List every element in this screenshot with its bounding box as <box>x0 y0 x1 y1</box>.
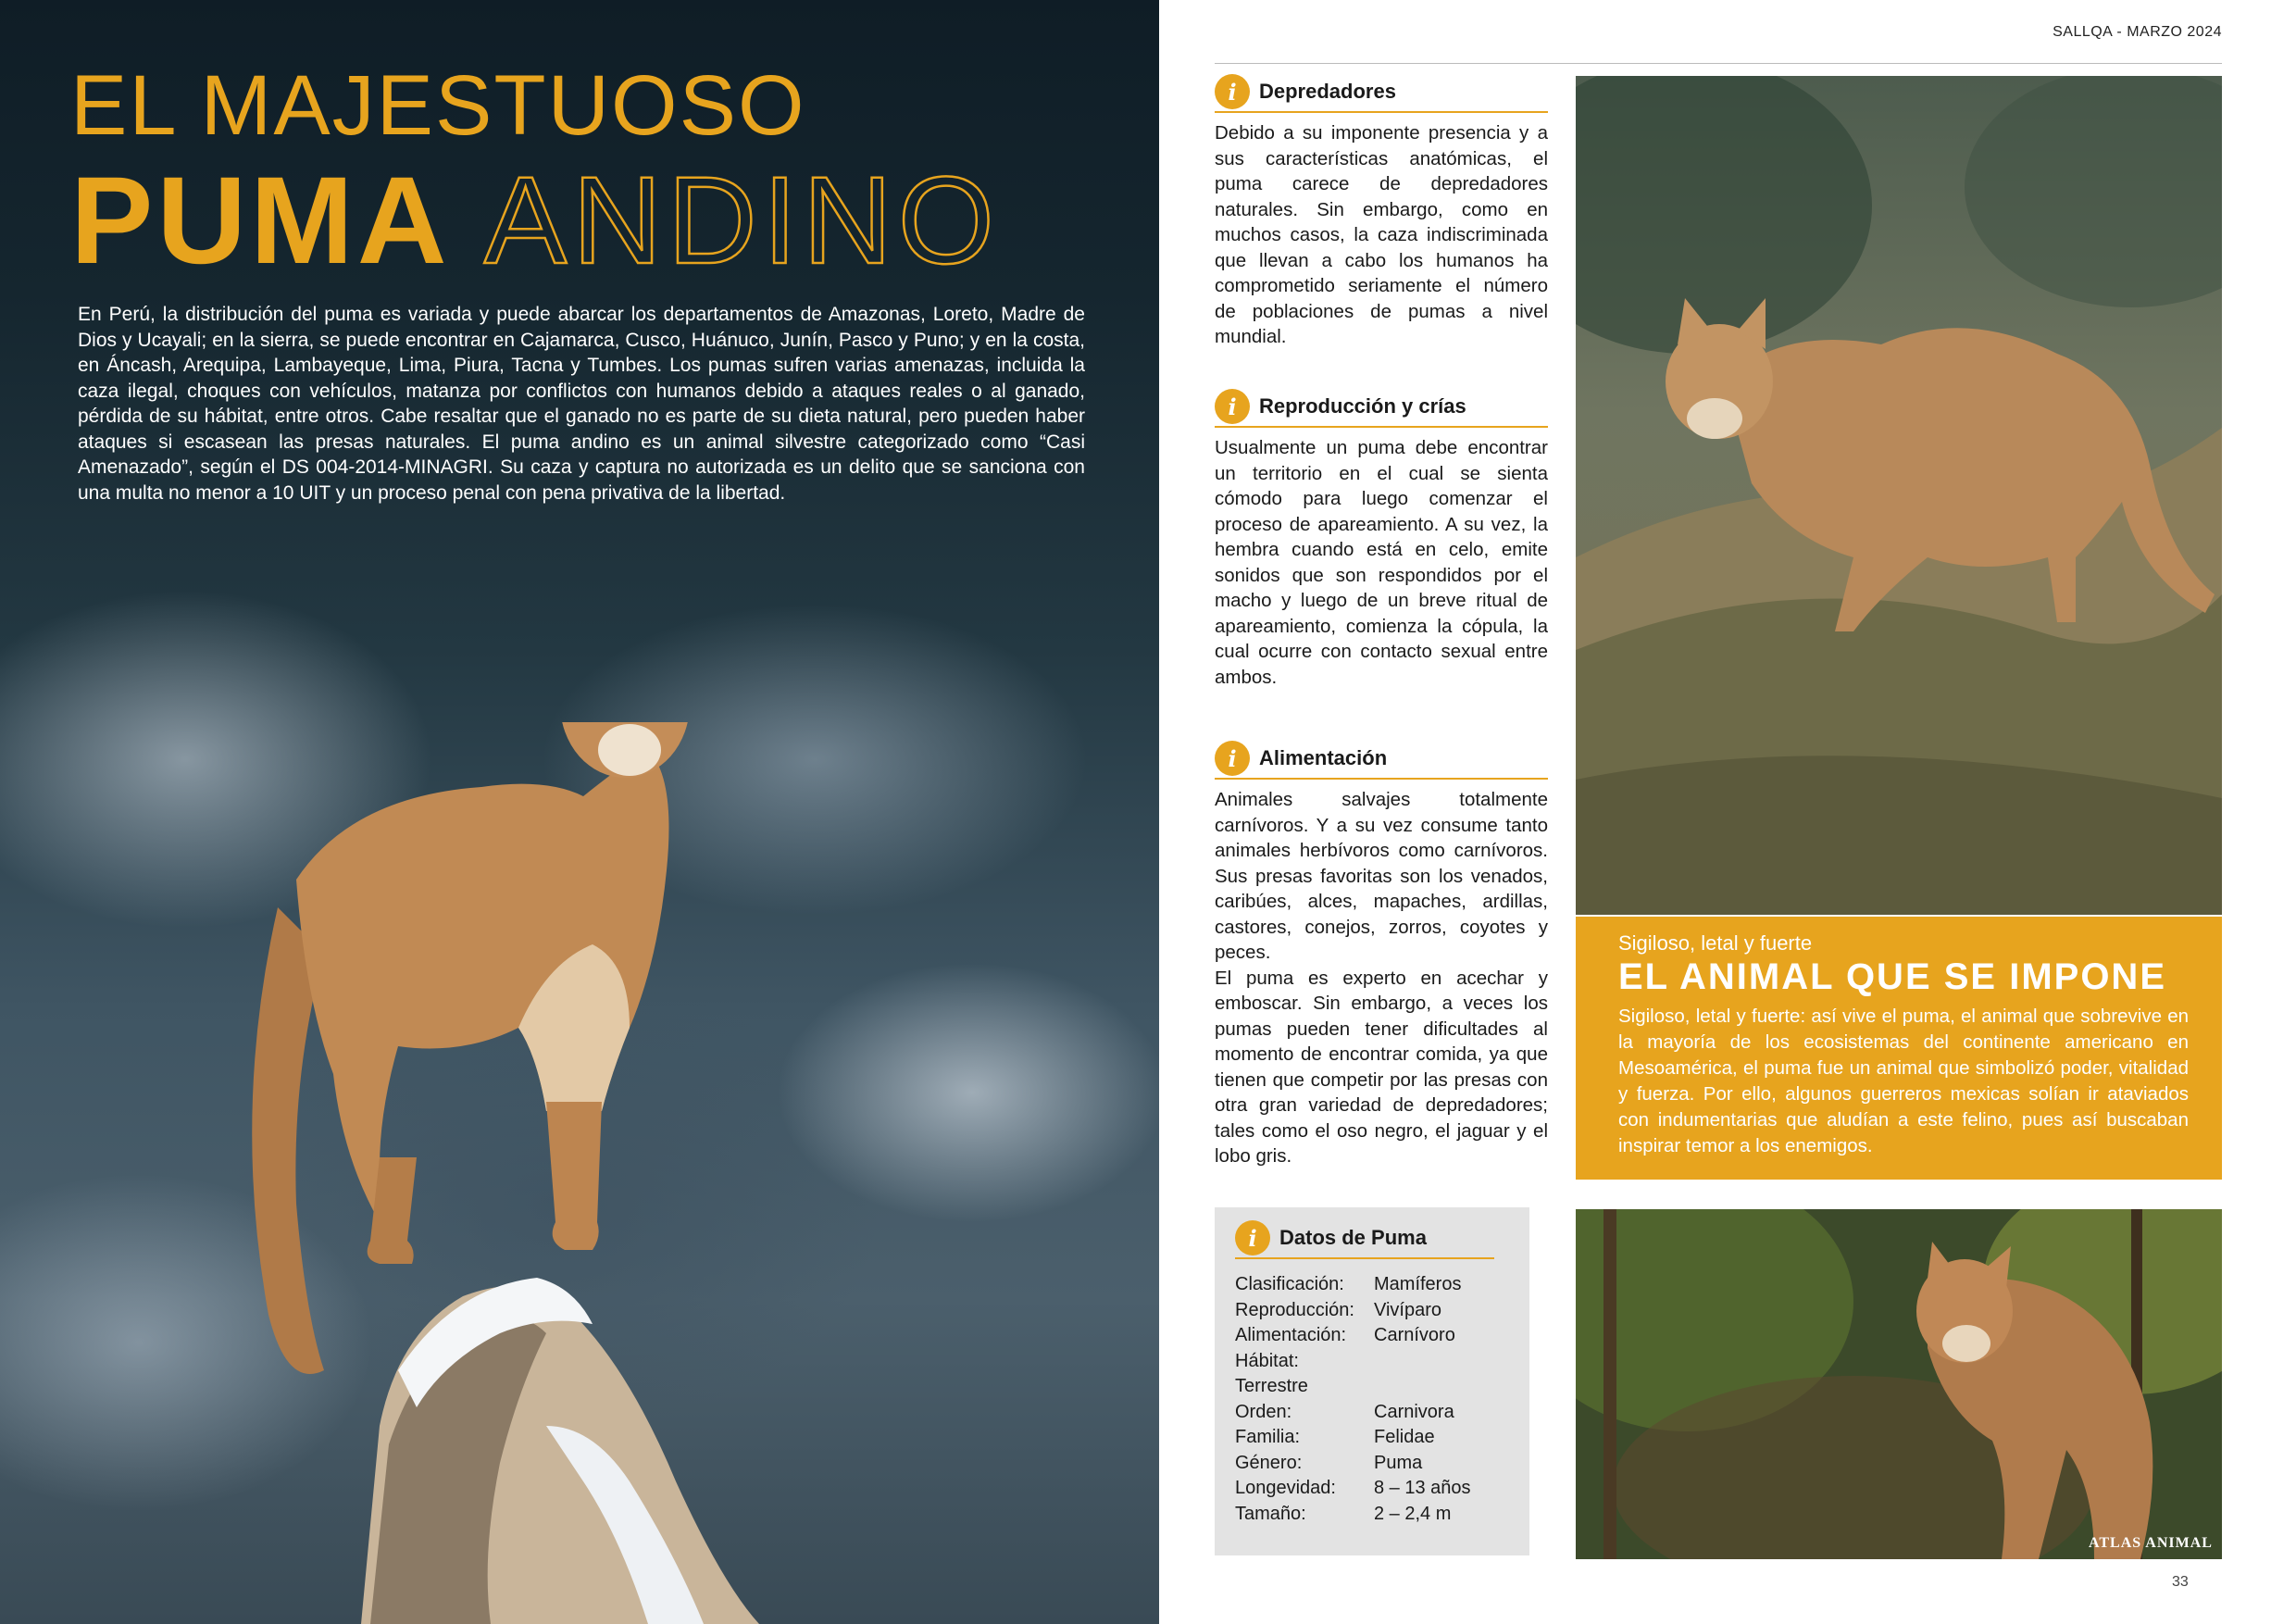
datos-row: Terrestre <box>1235 1376 1308 1396</box>
datos-de-puma-box <box>1215 1207 1529 1555</box>
section-title: Depredadores <box>1259 80 1396 103</box>
datos-row: Tamaño: 2 – 2,4 m <box>1235 1503 1452 1524</box>
section-title: Alimentación <box>1259 746 1388 769</box>
section-header <box>1235 1222 1494 1259</box>
datos-row: Género: Puma <box>1235 1452 1423 1473</box>
puma-forest-photo <box>1576 1209 2222 1559</box>
issue-header: SALLQA - MARZO 2024 <box>2053 24 2222 40</box>
section-reproduccion <box>1215 391 1548 690</box>
info-icon: i <box>1235 1220 1270 1255</box>
title-word-puma: PUMA <box>70 152 446 290</box>
datos-row: Clasificación: Mamíferos <box>1235 1274 1462 1294</box>
impone-box <box>1576 917 2222 1180</box>
section-body: Debido a su imponente presencia y a sus características anatómicas, el puma carece de depredadores naturales. Sin embargo, como en muchos casos, la caza indiscriminada que llevan a cabo los humanos ha comprometido seriamente el número de poblaciones de pumas a nivel mundial. <box>1215 122 1548 347</box>
impone-kicker: Sigiloso, letal y fuerte <box>1618 931 1813 955</box>
datos-row: Reproducción: Vivíparo <box>1235 1299 1442 1320</box>
intro-paragraph: En Perú, la distribución del puma es variada y puede abarcar los departamentos de Amazonas, Loreto, Madre de Dios y Ucayali; en la sierra, se puede encontrar en Cajamarca, Cusco, Huánuco, Junín, Pasco y Puno; y en la costa, en Áncash, Arequipa, Lambayeque, Lima, Piura, Tacna y Tumbes. Los pumas sufren varias amenazas, incluida la caza ilegal, choques con vehículos, matanza por conflictos con humanos debido a ataques reales o al ganado, pérdida de su hábitat, entre otros. Cabe resaltar que el ganado no es parte de su dieta natural, pero pueden haber ataques si escasean las presas naturales. El puma andino es un animal silvestre categorizado como “Casi Amenazado”, según el DS 004-2014-MINAGRI. Su caza y captura no autorizada es un delito que se sanciona con una multa no menor a 10 UIT y un proceso penal con pena privativa de la libertad. <box>78 304 1085 504</box>
info-icon: i <box>1215 74 1250 109</box>
section-header <box>1215 743 1548 780</box>
section-header <box>1215 76 1548 113</box>
puma-on-rock-illustration <box>241 722 1074 1624</box>
title-line-2 <box>70 152 1000 290</box>
section-header <box>1215 391 1548 428</box>
section-body-2: El puma es experto en acechar y emboscar. Sin embargo, a veces los pumas pueden tener dificultades al momento de encontrar comida, ya que tienen que competir por las presas con otra gran variedad de depredadores; tales como el oso negro, el jaguar y el lobo gris. <box>1215 967 1548 1167</box>
datos-row: Alimentación: Carnívoro <box>1235 1325 1455 1345</box>
title-line-1: EL MAJESTUOSO <box>70 58 806 153</box>
datos-row: Familia: Felidae <box>1235 1427 1435 1447</box>
datos-row: Longevidad: 8 – 13 años <box>1235 1478 1471 1498</box>
impone-body: Sigiloso, letal y fuerte: así vive el puma, el animal que sobrevive en la mayoría de los ecosistemas del continente americano en Mesoamérica, el puma fue un animal que simbolizó poder, vitalidad y fuerza. Por ello, algunos guerreros mexicas solían ir ataviados con indumentarias que aludían a este felino, pues así buscaban inspirar temor a los enemigos. <box>1618 1006 2189 1156</box>
section-title: Datos de Puma <box>1279 1226 1427 1249</box>
puma-hillside-photo <box>1576 76 2222 915</box>
datos-row: Orden: Carnivora <box>1235 1401 1454 1422</box>
section-depredadores <box>1215 76 1548 350</box>
page-number: 33 <box>2172 1574 2189 1590</box>
info-icon: i <box>1215 389 1250 424</box>
datos-row: Hábitat: <box>1235 1350 1299 1371</box>
section-title: Reproducción y crías <box>1259 394 1466 418</box>
section-alimentacion <box>1215 743 1548 1169</box>
section-body-1: Animales salvajes totalmente carnívoros. Y a su vez consume tanto animales herbívoros como carnívoros. Sus presas favoritas son los venados, caribúes, alces, mapaches, ardillas, castores, conejos, zorros, coyotes y peces. <box>1215 789 1548 963</box>
title-word-andino: ANDINO <box>483 152 1000 290</box>
photo-credit: ATLAS ANIMAL <box>2089 1535 2213 1551</box>
info-icon: i <box>1215 741 1250 776</box>
datos-list <box>1235 1272 1509 1527</box>
impone-title: EL ANIMAL QUE SE IMPONE <box>1618 956 2166 997</box>
header-divider <box>1215 63 2222 64</box>
section-body: Usualmente un puma debe encontrar un territorio en el cual se sienta cómodo para luego comenzar el proceso de apareamiento. A su vez, la hembra cuando está en celo, emite sonidos que son respondidos por el macho y luego de un breve ritual de apareamiento, comienza la cópula, la cual ocurre con contacto sexual entre ambos. <box>1215 437 1548 688</box>
